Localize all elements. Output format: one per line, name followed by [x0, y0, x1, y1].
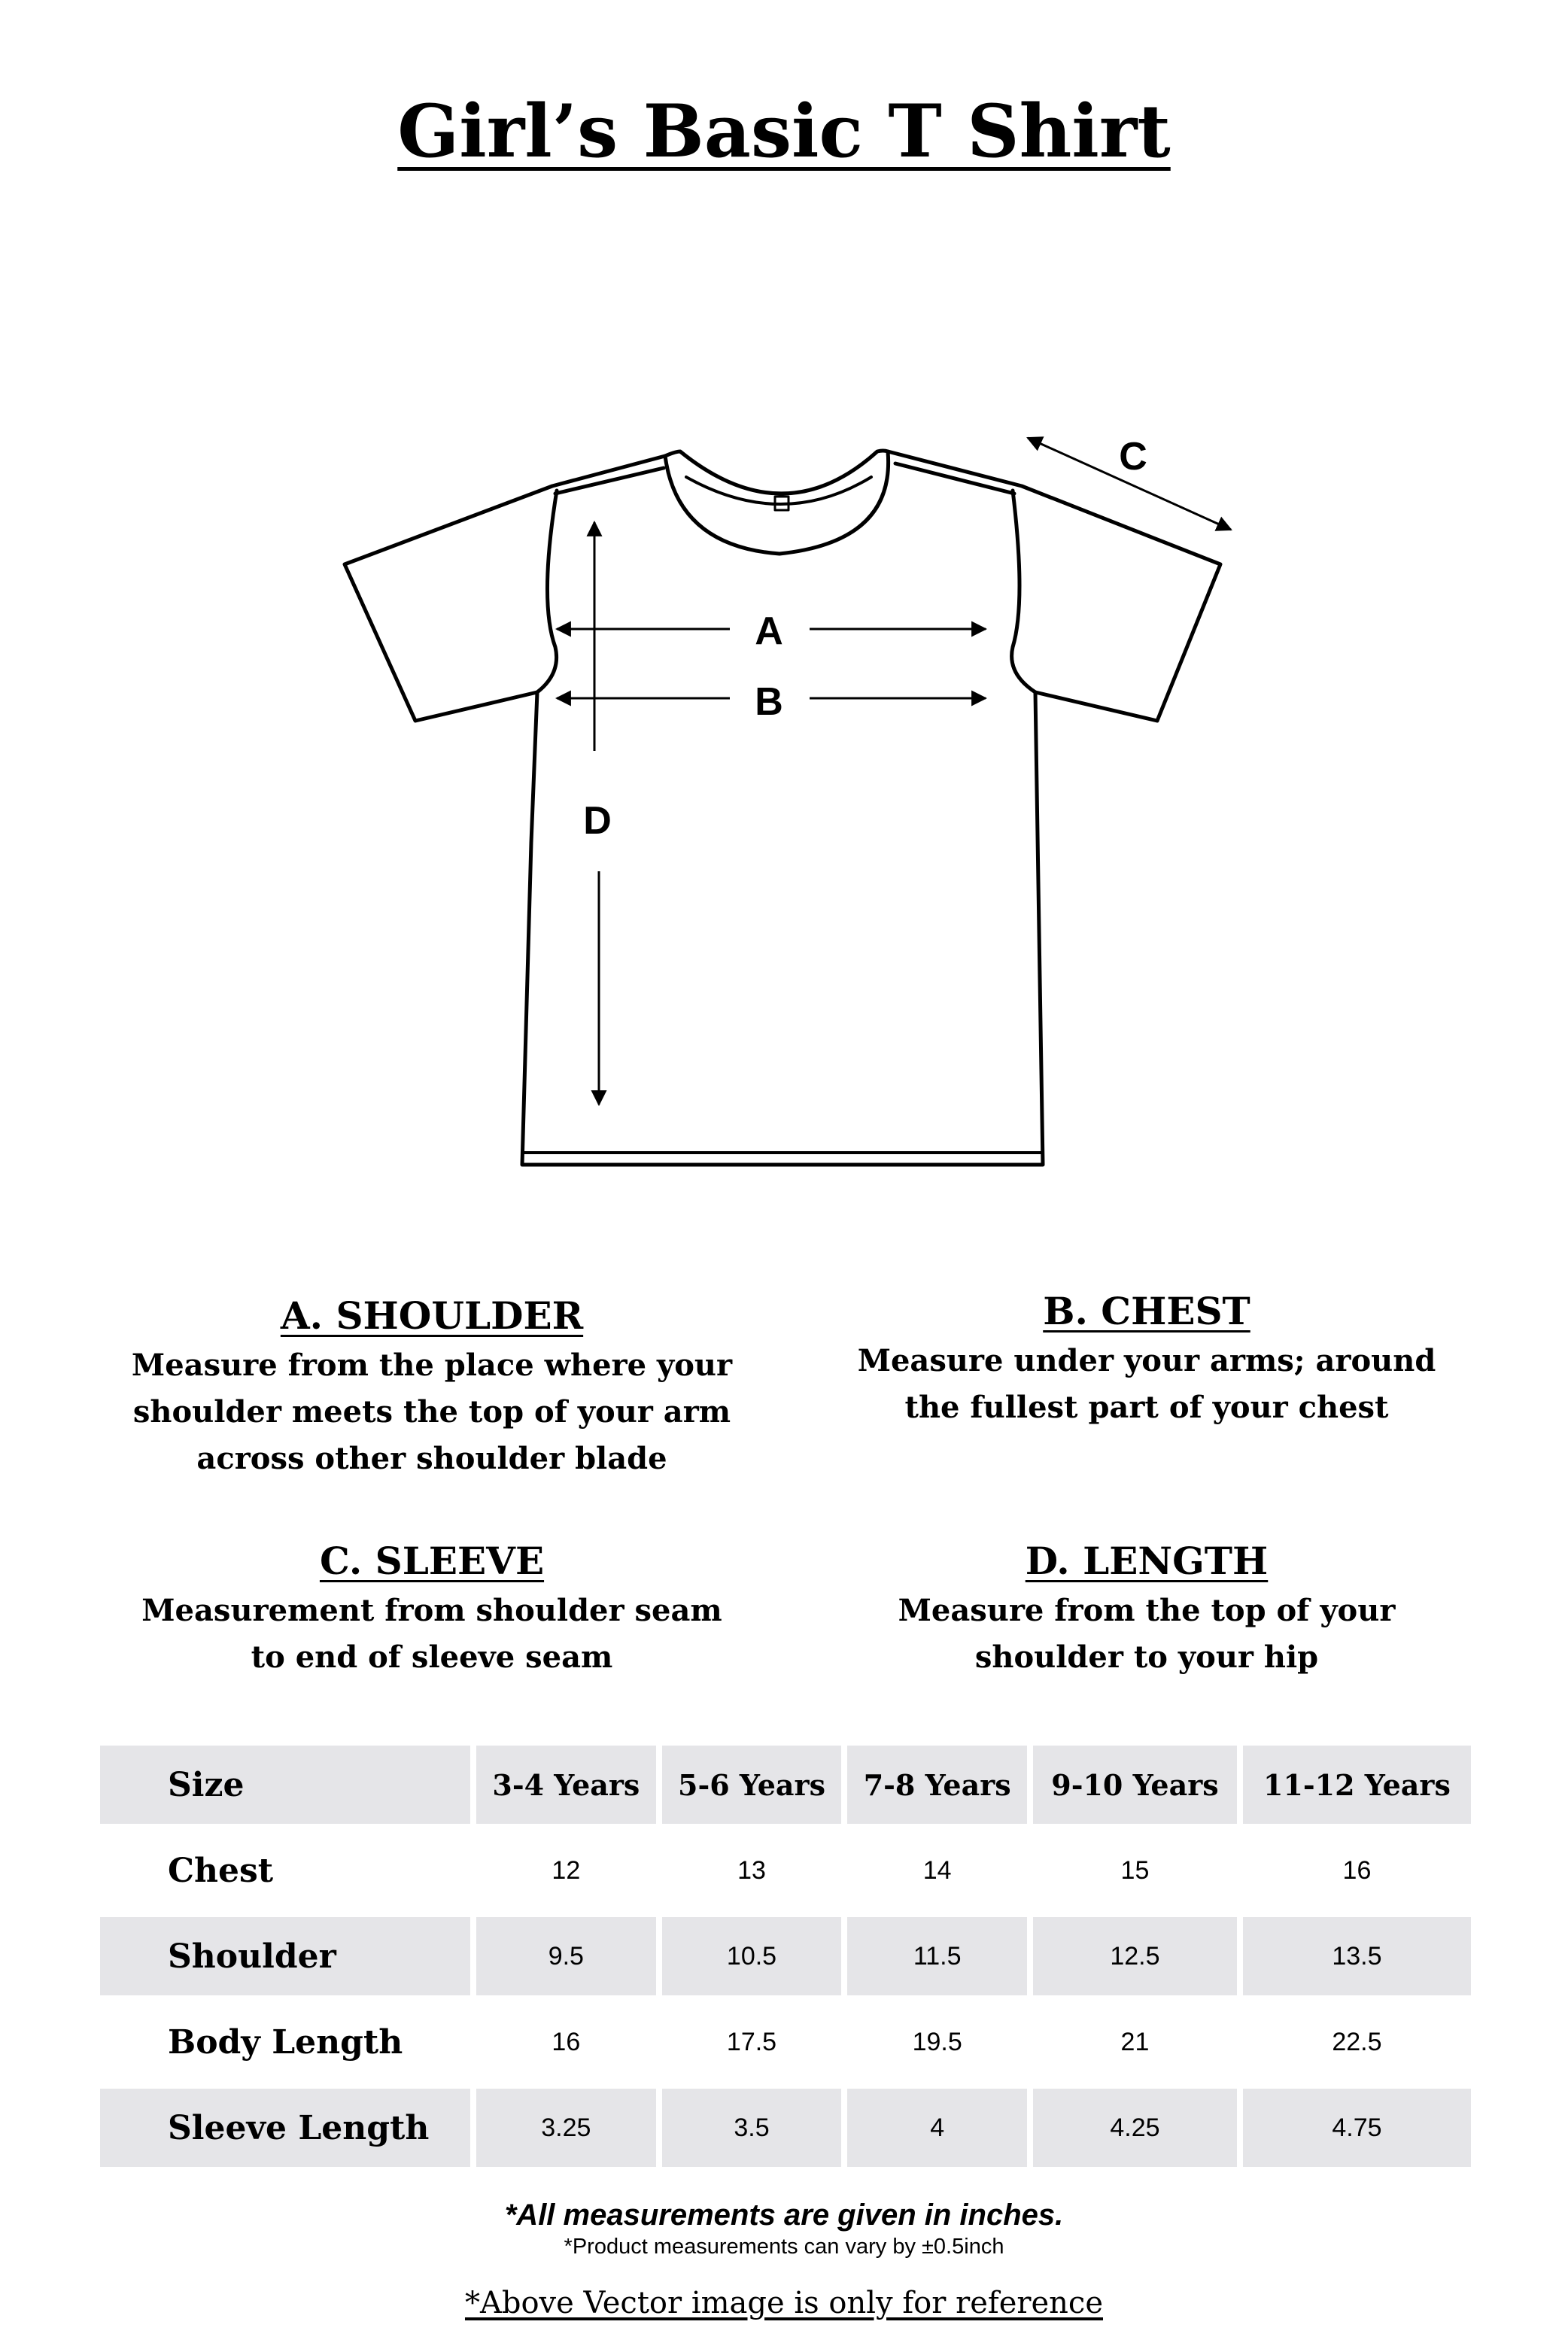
- collar-inner: [686, 477, 871, 504]
- table-header-cell: 9-10 Years: [1033, 1746, 1237, 1824]
- shoulder-text-line: across other shoulder blade: [196, 1441, 667, 1476]
- table-row-label: Shoulder: [100, 1917, 470, 1995]
- chest-heading: B. CHEST: [1043, 1289, 1250, 1333]
- table-header-cell: 7-8 Years: [847, 1746, 1027, 1824]
- table-cell: 19.5: [912, 2027, 962, 2056]
- table-header-cell: 5-6 Years: [662, 1746, 842, 1824]
- right-armhole: [1012, 491, 1035, 692]
- shoulder-text-line: shoulder meets the top of your arm: [132, 1394, 731, 1430]
- table-cell: 12.5: [1033, 1917, 1237, 1995]
- table-cell: 9.5: [476, 1917, 656, 1995]
- table-row: [100, 1831, 1471, 1910]
- length-text-line: shoulder to your hip: [974, 1639, 1319, 1675]
- sleeve-text-line: to end of sleeve seam: [251, 1639, 613, 1675]
- length-text: [846, 1588, 1448, 1681]
- table-cell: 4.25: [1033, 2089, 1237, 2167]
- table-cell: 11.5: [847, 1917, 1027, 1995]
- table-row-label: Body Length: [168, 2022, 403, 2062]
- sleeve-description: [131, 1538, 733, 1681]
- table-row-label: Chest: [168, 1851, 274, 1890]
- table-cell: 22.5: [1332, 2027, 1382, 2056]
- table-row: [100, 2003, 1471, 2081]
- sleeve-text-line: Measurement from shoulder seam: [141, 1593, 722, 1628]
- table-row: [100, 2089, 1471, 2167]
- table-cell: 4.75: [1243, 2089, 1471, 2167]
- length-heading: D. LENGTH: [1025, 1539, 1269, 1583]
- label-c: C: [1119, 435, 1147, 479]
- chest-text-line: the fullest part of your chest: [904, 1390, 1389, 1425]
- table-header-row: [100, 1746, 1471, 1824]
- table-cell: 3.25: [476, 2089, 656, 2167]
- label-b: B: [755, 680, 783, 724]
- label-d: D: [583, 799, 612, 843]
- shoulder-text: [131, 1342, 733, 1482]
- table-cell: 16: [552, 2027, 581, 2056]
- collar-outer: [665, 451, 889, 554]
- shoulder-text-line: Measure from the place where your: [131, 1348, 733, 1383]
- table-header-cell: 11-12 Years: [1243, 1746, 1471, 1824]
- table-cell: 4: [847, 2089, 1027, 2167]
- table-cell: 16: [1342, 1855, 1372, 1885]
- length-description: [846, 1538, 1448, 1681]
- table-cell: 13.5: [1243, 1917, 1471, 1995]
- sleeve-heading: C. SLEEVE: [319, 1539, 545, 1583]
- table-row: [100, 1917, 1471, 1995]
- table-cell: 3.5: [662, 2089, 842, 2167]
- left-armhole: [537, 491, 557, 692]
- sleeve-text: [131, 1588, 733, 1681]
- chest-description: [846, 1288, 1448, 1431]
- table-cell: 10.5: [662, 1917, 842, 1995]
- chest-text-line: Measure under your arms; around: [857, 1343, 1436, 1378]
- label-a: A: [755, 609, 783, 653]
- table-header-cell: Size: [100, 1746, 470, 1824]
- shoulder-description: [131, 1293, 733, 1482]
- page-title: Girl’s Basic T Shirt: [397, 89, 1171, 174]
- table-cell: 21: [1120, 2027, 1150, 2056]
- table-cell: 12: [552, 1855, 581, 1885]
- units-note: *All measurements are given in inches.: [504, 2199, 1064, 2232]
- table-cell: 17.5: [726, 2027, 777, 2056]
- size-chart-table: [94, 1738, 1477, 2174]
- table-cell: 13: [737, 1855, 766, 1885]
- table-header-cell: 3-4 Years: [476, 1746, 656, 1824]
- table-row-label: Sleeve Length: [100, 2089, 470, 2167]
- tshirt-body-outline: [345, 451, 1220, 1165]
- tolerance-note: *Product measurements can vary by ±0.5inch: [564, 2235, 1004, 2259]
- table-cell: 14: [922, 1855, 952, 1885]
- table-cell: 15: [1120, 1855, 1150, 1885]
- shoulder-heading: A. SHOULDER: [280, 1293, 584, 1338]
- chest-text: [846, 1338, 1448, 1431]
- reference-note: *Above Vector image is only for reference: [464, 2286, 1103, 2320]
- length-text-line: Measure from the top of your: [898, 1593, 1396, 1628]
